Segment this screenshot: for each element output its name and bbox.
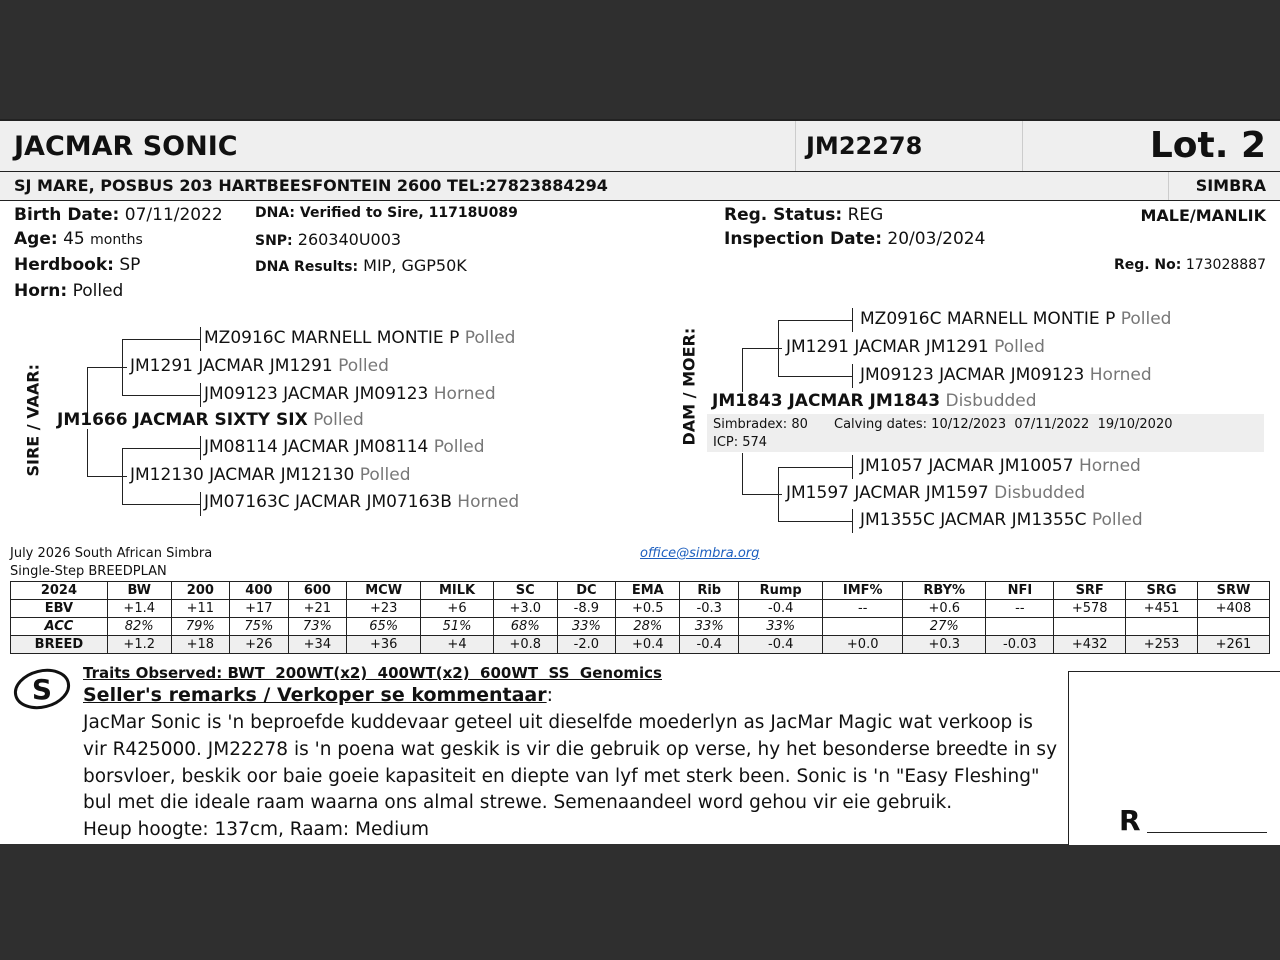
sire-main: JM1666 JACMAR SIXTY SIX Polled <box>57 410 364 430</box>
header-cell: 600 <box>288 582 347 600</box>
lot-card <box>0 119 1280 844</box>
table-cell: -8.9 <box>557 600 616 618</box>
header-cell: SRG <box>1126 582 1198 600</box>
email-link[interactable]: office@simbra.org <box>640 546 760 561</box>
table-cell: +0.0 <box>823 636 903 654</box>
snp: SNP: 260340U003 <box>255 230 402 249</box>
inspection-date: Inspection Date: 20/03/2024 <box>724 229 986 249</box>
table-cell: -2.0 <box>557 636 616 654</box>
table-cell: +6 <box>421 600 494 618</box>
simbradex: Simbradex: 80 <box>713 417 808 432</box>
birth-date: Birth Date: 07/11/2022 <box>14 205 223 225</box>
dam-stats-box <box>707 414 1264 452</box>
header-cell: SRF <box>1054 582 1126 600</box>
dam-dam-sire: JM1057 JACMAR JM10057 Horned <box>860 456 1141 476</box>
header-cell: 200 <box>171 582 230 600</box>
table-cell <box>1197 618 1269 636</box>
reg-no: Reg. No: 173028887 <box>1113 257 1266 273</box>
header-cell: NFI <box>986 582 1054 600</box>
table-cell: 27% <box>903 618 986 636</box>
header-cell: 400 <box>230 582 289 600</box>
simbra-logo-icon <box>12 667 72 711</box>
table-cell: +17 <box>230 600 289 618</box>
table-cell: EBV <box>11 600 108 618</box>
age: Age: 45 months <box>14 229 143 249</box>
table-cell: +21 <box>288 600 347 618</box>
header-cell: Rump <box>739 582 823 600</box>
animal-name: JACMAR SONIC <box>14 131 238 162</box>
title-bar <box>0 119 1280 172</box>
table-cell <box>986 618 1054 636</box>
dam-dam-dam: JM1355C JACMAR JM1355C Polled <box>860 510 1143 530</box>
header-cell: RBY% <box>903 582 986 600</box>
table-cell: 28% <box>616 618 680 636</box>
breedplan-title-2: Single-Step BREEDPLAN <box>10 564 167 579</box>
table-cell: -0.03 <box>986 636 1054 654</box>
remarks-line: Heup hoogte: 137cm, Raam: Medium <box>83 819 429 841</box>
acc-row <box>11 618 1270 636</box>
table-cell: +451 <box>1126 600 1198 618</box>
table-cell <box>1054 618 1126 636</box>
table-cell: +1.4 <box>107 600 171 618</box>
header-cell: DC <box>557 582 616 600</box>
table-cell: +0.3 <box>903 636 986 654</box>
sire-dam-sire: JM08114 JACMAR JM08114 Polled <box>204 437 485 457</box>
sire-dam: JM12130 JACMAR JM12130 Polled <box>130 465 411 485</box>
breeder-bar <box>0 171 1280 201</box>
icp: ICP: 574 <box>713 435 768 450</box>
table-cell: +36 <box>347 636 421 654</box>
price-currency: R <box>1119 804 1141 837</box>
table-cell: +0.8 <box>493 636 557 654</box>
remarks-heading: Seller's remarks / Verkoper se kommentaar: <box>83 684 554 706</box>
table-cell: 79% <box>171 618 230 636</box>
table-cell: +578 <box>1054 600 1126 618</box>
breed-row <box>11 636 1270 654</box>
table-cell <box>1126 618 1198 636</box>
breeder-address: SJ MARE, POSBUS 203 HARTBEESFONTEIN 2600 TEL:27823884294 <box>14 176 608 195</box>
sire-sire-sire: MZ0916C MARNELL MONTIE P Polled <box>204 328 516 348</box>
table-cell: +34 <box>288 636 347 654</box>
svg-text:S: S <box>31 673 53 706</box>
table-cell: +408 <box>1197 600 1269 618</box>
dam-main: JM1843 JACMAR JM1843 Disbudded <box>712 391 1037 411</box>
dam-sire-sire: MZ0916C MARNELL MONTIE P Polled <box>860 309 1172 329</box>
lot-number: Lot. 2 <box>1149 125 1266 166</box>
horn-status: Horn: Polled <box>14 281 124 301</box>
table-header-row <box>11 582 1270 600</box>
table-cell: +4 <box>421 636 494 654</box>
herdbook: Herdbook: SP <box>14 255 141 275</box>
header-cell: 2024 <box>11 582 108 600</box>
breedplan-title-1: July 2026 South African Simbra <box>10 546 213 561</box>
table-cell: +261 <box>1197 636 1269 654</box>
header-cell: BW <box>107 582 171 600</box>
table-cell: +23 <box>347 600 421 618</box>
breed-name: SIMBRA <box>1195 176 1266 195</box>
table-cell: -0.4 <box>739 636 823 654</box>
table-cell: 68% <box>493 618 557 636</box>
header-cell: IMF% <box>823 582 903 600</box>
table-cell: +253 <box>1126 636 1198 654</box>
remarks-text <box>83 710 1057 844</box>
price-input[interactable] <box>1147 832 1267 833</box>
dna-results: DNA Results: MIP, GGP50K <box>255 256 467 275</box>
table-cell: -0.3 <box>680 600 739 618</box>
table-cell: -- <box>986 600 1054 618</box>
table-cell: 33% <box>680 618 739 636</box>
table-cell: +432 <box>1054 636 1126 654</box>
header-cell: EMA <box>616 582 680 600</box>
reg-status: Reg. Status: REG <box>724 205 884 225</box>
sire-side-label: SIRE / VAAR: <box>23 364 43 477</box>
ebv-row <box>11 600 1270 618</box>
traits-observed: Traits Observed: BWT 200WT(x2) 400WT(x2) 600WT SS Genomics <box>83 664 662 682</box>
table-cell: +1.2 <box>107 636 171 654</box>
dna-verification: DNA: Verified to Sire, 11718U089 <box>255 205 518 221</box>
dam-sire-dam: JM09123 JACMAR JM09123 Horned <box>860 365 1152 385</box>
dam-side-label: DAM / MOER: <box>679 327 699 446</box>
table-cell: 75% <box>230 618 289 636</box>
dam-sire: JM1291 JACMAR JM1291 Polled <box>786 337 1045 357</box>
header-cell: Rib <box>680 582 739 600</box>
price-box <box>1068 671 1280 845</box>
table-cell: +18 <box>171 636 230 654</box>
table-cell: 65% <box>347 618 421 636</box>
table-cell: +0.5 <box>616 600 680 618</box>
registration-code: JM22278 <box>806 132 923 160</box>
table-cell: +3.0 <box>493 600 557 618</box>
table-cell: -0.4 <box>680 636 739 654</box>
table-cell: -- <box>823 600 903 618</box>
table-cell: +0.4 <box>616 636 680 654</box>
sire-dam-dam: JM07163C JACMAR JM07163B Horned <box>204 492 520 512</box>
table-cell <box>823 618 903 636</box>
sire-sire-dam: JM09123 JACMAR JM09123 Horned <box>204 384 496 404</box>
header-cell: SRW <box>1197 582 1269 600</box>
table-cell: ACC <box>11 618 108 636</box>
sex: MALE/MANLIK <box>1140 206 1266 225</box>
remarks-line: bul met die ideale raam waarna ons almal strewe. Semenaandeel word gehou vir eie gebruik. <box>83 792 953 814</box>
header-cell: SC <box>493 582 557 600</box>
breedplan-table <box>10 581 1270 654</box>
remarks-line: borsvloer, beskik oor baie goeie kapasiteit en diepte van lyf met sterk been. Sonic is 'n "Easy Fleshing" <box>83 765 1040 787</box>
table-cell: +26 <box>230 636 289 654</box>
table-cell: 33% <box>557 618 616 636</box>
table-cell: 33% <box>739 618 823 636</box>
table-cell: +0.6 <box>903 600 986 618</box>
table-cell: 82% <box>107 618 171 636</box>
table-cell: 51% <box>421 618 494 636</box>
table-cell: -0.4 <box>739 600 823 618</box>
header-cell: MILK <box>421 582 494 600</box>
header-cell: MCW <box>347 582 421 600</box>
sire-sire: JM1291 JACMAR JM1291 Polled <box>130 356 389 376</box>
remarks-line: JacMar Sonic is 'n beproefde kuddevaar geteel uit dieselfde moederlyn as JacMar Magic wat verkoop is <box>83 712 1033 733</box>
dam-dam: JM1597 JACMAR JM1597 Disbudded <box>786 483 1086 503</box>
table-cell: +11 <box>171 600 230 618</box>
calving-dates: Calving dates: 10/12/2023 07/11/2022 19/10/2020 <box>834 417 1173 432</box>
table-cell: BREED <box>11 636 108 654</box>
remarks-line: vir R425000. JM22278 is 'n poena wat geskik is vir die gebruik op verse, hy het besonderse breedte in sy <box>83 738 1058 760</box>
table-cell: 73% <box>288 618 347 636</box>
